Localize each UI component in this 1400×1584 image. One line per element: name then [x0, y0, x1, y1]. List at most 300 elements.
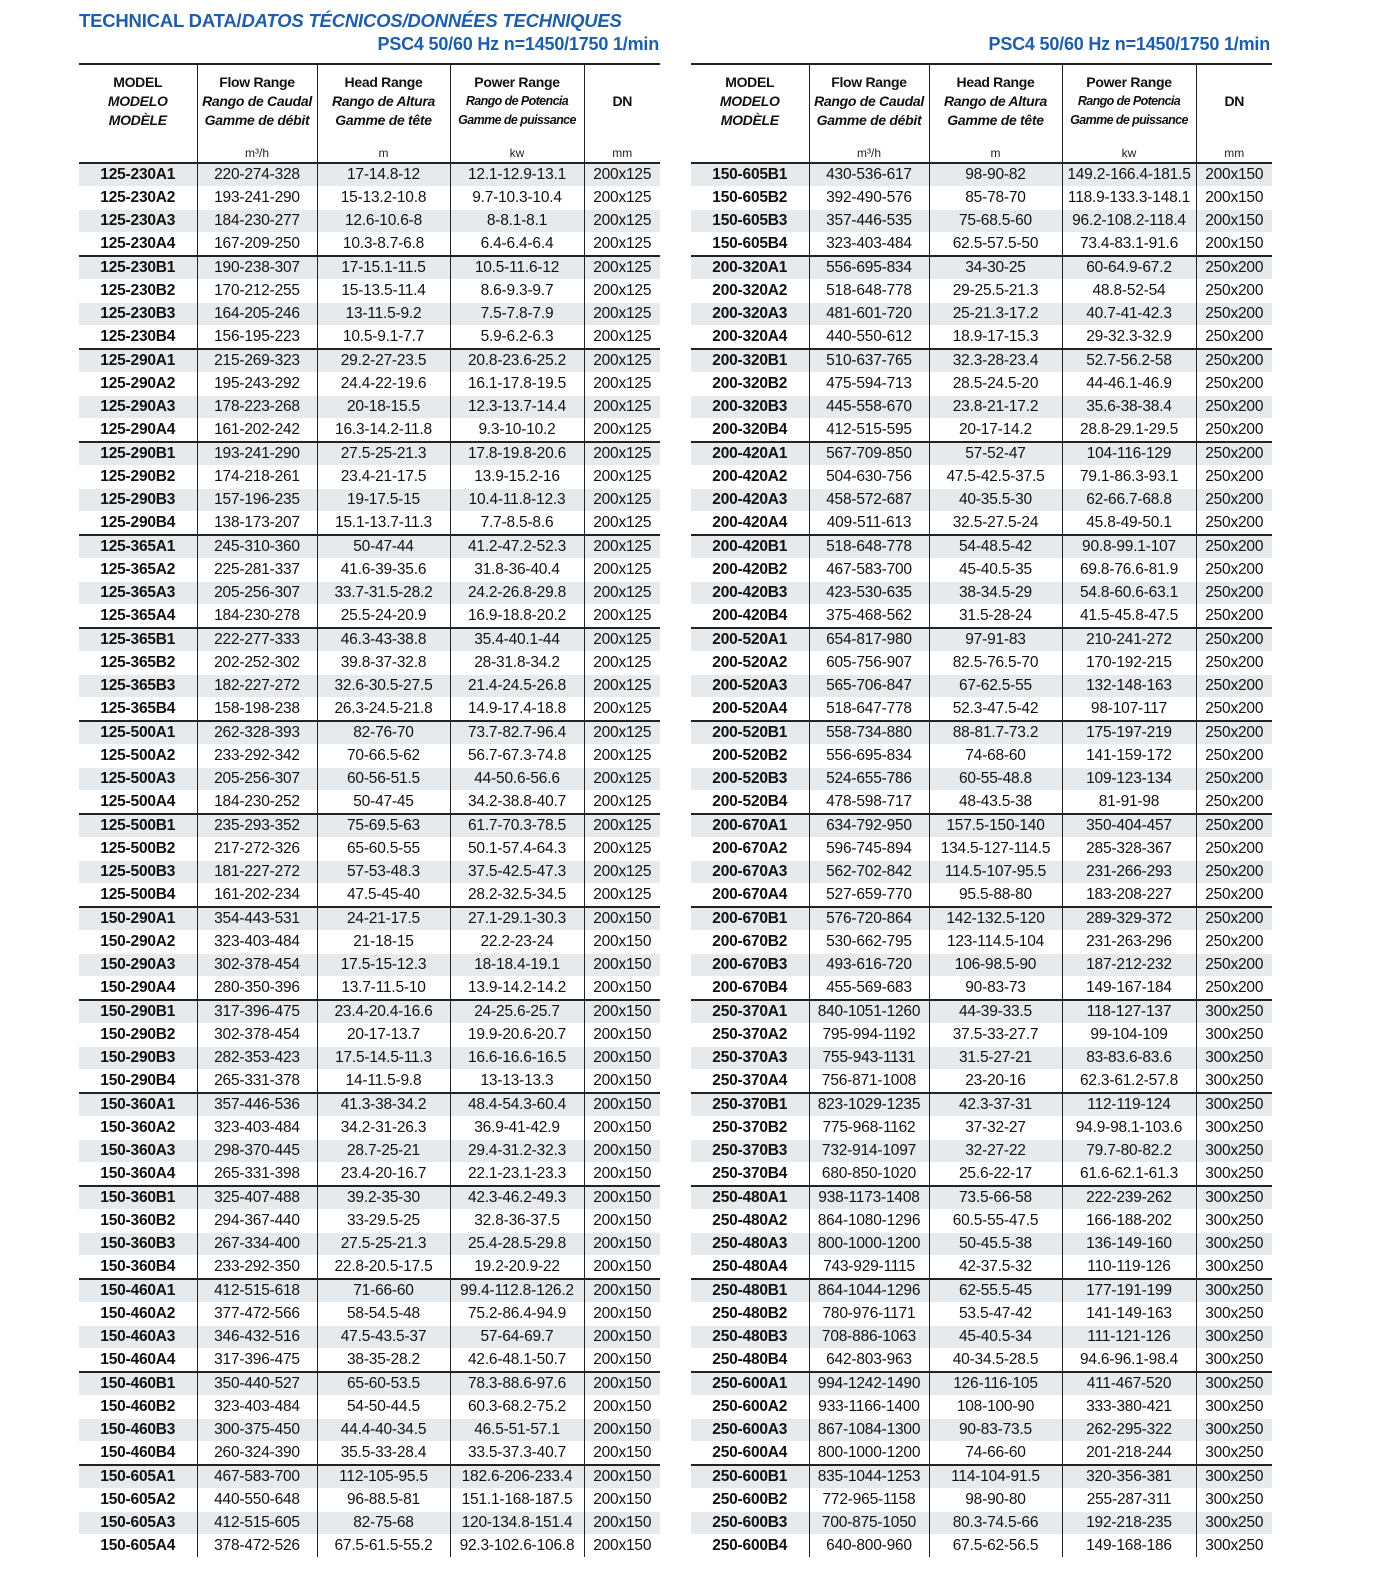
dn-cell: 200x125 [584, 163, 660, 187]
dn-cell: 300x250 [1196, 1000, 1272, 1024]
flow-cell: 440-550-648 [197, 1489, 317, 1512]
power-cell: 109-123-134 [1062, 768, 1196, 791]
model-cell: 150-360B1 [79, 1186, 197, 1210]
flow-cell: 867-1084-1300 [809, 1419, 929, 1442]
dn-cell: 200x125 [584, 489, 660, 512]
power-cell: 42.3-46.2-49.3 [450, 1186, 584, 1210]
flow-cell: 493-616-720 [809, 954, 929, 977]
head-cell: 142-132.5-120 [929, 907, 1062, 931]
flow-cell: 156-195-223 [197, 326, 317, 350]
head-cell: 114-104-91.5 [929, 1465, 1062, 1489]
power-cell: 19.9-20.6-20.7 [450, 1024, 584, 1047]
dn-cell: 200x125 [584, 210, 660, 233]
power-cell: 44-50.6-56.6 [450, 768, 584, 791]
power-cell: 411-467-520 [1062, 1372, 1196, 1396]
dn-cell: 300x250 [1196, 1117, 1272, 1140]
table-row [691, 1140, 1272, 1163]
dn-cell: 200x125 [584, 745, 660, 768]
dn-cell: 200x125 [584, 559, 660, 582]
power-cell: 16.6-16.6-16.5 [450, 1047, 584, 1070]
model-cell: 150-290B1 [79, 1000, 197, 1024]
power-cell: 28-31.8-34.2 [450, 652, 584, 675]
power-cell: 22.1-23.1-23.3 [450, 1163, 584, 1187]
table-row [79, 1256, 660, 1280]
flow-cell: 205-256-307 [197, 768, 317, 791]
model-cell: 150-290B3 [79, 1047, 197, 1070]
flow-cell: 475-594-713 [809, 373, 929, 396]
model-cell: 125-290A3 [79, 396, 197, 419]
dn-cell: 200x125 [584, 326, 660, 350]
table-row [79, 1210, 660, 1233]
flow-cell: 217-272-326 [197, 838, 317, 861]
head-cell: 60-55-48.8 [929, 768, 1062, 791]
table-row [691, 1210, 1272, 1233]
dn-cell: 250x200 [1196, 954, 1272, 977]
power-cell: 29-32.3-32.9 [1062, 326, 1196, 350]
table-row [79, 326, 660, 350]
head-cell: 97-91-83 [929, 628, 1062, 652]
power-cell: 132-148-163 [1062, 675, 1196, 698]
power-cell: 16.1-17.8-19.5 [450, 373, 584, 396]
power-cell: 141-159-172 [1062, 745, 1196, 768]
head-cell: 80.3-74.5-66 [929, 1512, 1062, 1535]
power-cell: 35.4-40.1-44 [450, 628, 584, 652]
flow-cell: 170-212-255 [197, 280, 317, 303]
flow-cell: 556-695-834 [809, 256, 929, 280]
flow-cell: 138-173-207 [197, 512, 317, 536]
head-cell: 67-62.5-55 [929, 675, 1062, 698]
model-cell: 125-500B1 [79, 814, 197, 838]
head-cell: 29-25.5-21.3 [929, 280, 1062, 303]
model-cell: 150-290B4 [79, 1070, 197, 1094]
unit-head: m [929, 131, 1062, 163]
flow-cell: 195-243-292 [197, 373, 317, 396]
dn-cell: 300x250 [1196, 1210, 1272, 1233]
model-cell: 200-520B3 [691, 768, 809, 791]
flow-cell: 323-403-484 [809, 233, 929, 257]
dn-cell: 200x150 [584, 1489, 660, 1512]
head-cell: 74-66-60 [929, 1442, 1062, 1466]
table-row [79, 163, 660, 187]
dn-cell: 300x250 [1196, 1419, 1272, 1442]
power-cell: 141-149-163 [1062, 1303, 1196, 1326]
head-cell: 114.5-107-95.5 [929, 861, 1062, 884]
power-cell: 9.3-10-10.2 [450, 419, 584, 443]
dn-cell: 200x125 [584, 675, 660, 698]
flow-cell: 576-720-864 [809, 907, 929, 931]
table-row [79, 721, 660, 745]
head-cell: 126-116-105 [929, 1372, 1062, 1396]
dn-cell: 200x150 [584, 1000, 660, 1024]
model-cell: 125-365B3 [79, 675, 197, 698]
table-row [79, 512, 660, 536]
dn-cell: 200x125 [584, 187, 660, 210]
flow-cell: 357-446-536 [197, 1093, 317, 1117]
power-cell: 29.4-31.2-32.3 [450, 1140, 584, 1163]
head-cell: 15-13.2-10.8 [317, 187, 450, 210]
head-cell: 98-90-82 [929, 163, 1062, 187]
head-cell: 37-32-27 [929, 1117, 1062, 1140]
power-cell: 22.2-23-24 [450, 931, 584, 954]
power-cell: 262-295-322 [1062, 1419, 1196, 1442]
table-row [691, 1186, 1272, 1210]
head-cell: 16.3-14.2-11.8 [317, 419, 450, 443]
model-cell: 200-670A1 [691, 814, 809, 838]
table-row [79, 954, 660, 977]
model-cell: 250-480A1 [691, 1186, 809, 1210]
model-cell: 150-290A4 [79, 977, 197, 1001]
flow-cell: 193-241-290 [197, 442, 317, 466]
dn-cell: 200x150 [584, 954, 660, 977]
table-row [691, 1024, 1272, 1047]
flow-cell: 938-1173-1408 [809, 1186, 929, 1210]
model-cell: 150-290A1 [79, 907, 197, 931]
model-cell: 125-500B3 [79, 861, 197, 884]
head-cell: 53.5-47-42 [929, 1303, 1062, 1326]
power-cell: 98-107-117 [1062, 698, 1196, 722]
head-cell: 28.7-25-21 [317, 1140, 450, 1163]
dn-cell: 250x200 [1196, 280, 1272, 303]
header-flow: Flow Range Rango de Caudal Gamme de débit [809, 64, 929, 131]
head-cell: 67.5-62-56.5 [929, 1535, 1062, 1558]
table-row [691, 907, 1272, 931]
dn-cell: 300x250 [1196, 1489, 1272, 1512]
flow-cell: 174-218-261 [197, 466, 317, 489]
dn-cell: 300x250 [1196, 1535, 1272, 1558]
head-cell: 82.5-76.5-70 [929, 652, 1062, 675]
flow-cell: 755-943-1131 [809, 1047, 929, 1070]
model-cell: 200-420A3 [691, 489, 809, 512]
table-row [79, 1140, 660, 1163]
flow-cell: 772-965-1158 [809, 1489, 929, 1512]
table-row [79, 1093, 660, 1117]
flow-cell: 205-256-307 [197, 582, 317, 605]
power-cell: 44-46.1-46.9 [1062, 373, 1196, 396]
flow-cell: 800-1000-1200 [809, 1442, 929, 1466]
head-cell: 31.5-28-24 [929, 605, 1062, 629]
head-cell: 52.3-47.5-42 [929, 698, 1062, 722]
dn-cell: 200x125 [584, 280, 660, 303]
table-row [691, 1442, 1272, 1466]
flow-cell: 323-403-484 [197, 1396, 317, 1419]
flow-cell: 233-292-350 [197, 1256, 317, 1280]
model-cell: 200-670A3 [691, 861, 809, 884]
table-row [691, 652, 1272, 675]
dn-cell: 300x250 [1196, 1442, 1272, 1466]
flow-cell: 225-281-337 [197, 559, 317, 582]
model-cell: 200-520B1 [691, 721, 809, 745]
head-cell: 41.3-38-34.2 [317, 1093, 450, 1117]
power-cell: 52.7-56.2-58 [1062, 349, 1196, 373]
dn-cell: 250x200 [1196, 745, 1272, 768]
flow-cell: 357-446-535 [809, 210, 929, 233]
head-cell: 21-18-15 [317, 931, 450, 954]
table-row [79, 1349, 660, 1373]
head-cell: 88-81.7-73.2 [929, 721, 1062, 745]
dn-cell: 300x250 [1196, 1349, 1272, 1373]
dn-cell: 250x200 [1196, 373, 1272, 396]
dn-cell: 250x200 [1196, 442, 1272, 466]
head-cell: 75-68.5-60 [929, 210, 1062, 233]
flow-cell: 235-293-352 [197, 814, 317, 838]
dn-cell: 200x150 [584, 1442, 660, 1466]
flow-cell: 178-223-268 [197, 396, 317, 419]
header-model: MODEL MODELO MODÈLE [719, 73, 780, 128]
model-cell: 150-360A4 [79, 1163, 197, 1187]
power-cell: 118.9-133.3-148.1 [1062, 187, 1196, 210]
head-cell: 38-35-28.2 [317, 1349, 450, 1373]
power-cell: 13-13-13.3 [450, 1070, 584, 1094]
power-cell: 21.4-24.5-26.8 [450, 675, 584, 698]
head-cell: 20-18-15.5 [317, 396, 450, 419]
model-cell: 150-460A3 [79, 1326, 197, 1349]
unit-model [79, 131, 197, 163]
power-cell: 48.8-52-54 [1062, 280, 1196, 303]
power-cell: 187-212-232 [1062, 954, 1196, 977]
head-cell: 39.2-35-30 [317, 1186, 450, 1210]
flow-cell: 158-198-238 [197, 698, 317, 722]
dn-cell: 300x250 [1196, 1163, 1272, 1187]
head-cell: 15-13.5-11.4 [317, 280, 450, 303]
model-cell: 200-420B3 [691, 582, 809, 605]
model-cell: 125-365A1 [79, 535, 197, 559]
table-row [79, 1000, 660, 1024]
table-row [691, 535, 1272, 559]
dn-cell: 200x125 [584, 582, 660, 605]
power-cell: 60.3-68.2-75.2 [450, 1396, 584, 1419]
power-cell: 27.1-29.1-30.3 [450, 907, 584, 931]
units-row [691, 131, 1272, 163]
dn-cell: 250x200 [1196, 698, 1272, 722]
power-cell: 24.2-26.8-29.8 [450, 582, 584, 605]
model-cell: 250-600B1 [691, 1465, 809, 1489]
flow-cell: 161-202-234 [197, 884, 317, 908]
table-row [79, 907, 660, 931]
power-cell: 81-91-98 [1062, 791, 1196, 815]
head-cell: 58-54.5-48 [317, 1303, 450, 1326]
head-cell: 90-83-73 [929, 977, 1062, 1001]
dn-cell: 200x125 [584, 419, 660, 443]
table-row [79, 187, 660, 210]
model-cell: 250-480A2 [691, 1210, 809, 1233]
model-cell: 125-230B3 [79, 303, 197, 326]
model-cell: 200-320B2 [691, 373, 809, 396]
flow-cell: 933-1166-1400 [809, 1396, 929, 1419]
model-cell: 150-460B1 [79, 1372, 197, 1396]
model-cell: 200-520A1 [691, 628, 809, 652]
dn-cell: 200x125 [584, 838, 660, 861]
table-row [691, 1163, 1272, 1187]
dn-cell: 200x150 [584, 1326, 660, 1349]
dn-cell: 200x125 [584, 605, 660, 629]
title-en: TECHNICAL DATA/ [79, 10, 242, 31]
dn-cell: 250x200 [1196, 861, 1272, 884]
head-cell: 85-78-70 [929, 187, 1062, 210]
dn-cell: 200x150 [1196, 163, 1272, 187]
flow-cell: 530-662-795 [809, 931, 929, 954]
table-row [691, 675, 1272, 698]
head-cell: 13-11.5-9.2 [317, 303, 450, 326]
table-row [691, 931, 1272, 954]
power-cell: 231-263-296 [1062, 931, 1196, 954]
flow-cell: 317-396-475 [197, 1349, 317, 1373]
dn-cell: 200x125 [584, 303, 660, 326]
table-row [691, 396, 1272, 419]
power-cell: 94.9-98.1-103.6 [1062, 1117, 1196, 1140]
power-cell: 37.5-42.5-47.3 [450, 861, 584, 884]
dn-cell: 200x150 [584, 907, 660, 931]
head-cell: 25.6-22-17 [929, 1163, 1062, 1187]
power-cell: 96.2-108.2-118.4 [1062, 210, 1196, 233]
dn-cell: 250x200 [1196, 721, 1272, 745]
flow-cell: 323-403-484 [197, 931, 317, 954]
dn-cell: 200x125 [584, 861, 660, 884]
model-cell: 150-605B1 [691, 163, 809, 187]
flow-cell: 184-230-277 [197, 210, 317, 233]
model-cell: 250-370A2 [691, 1024, 809, 1047]
dn-cell: 300x250 [1196, 1256, 1272, 1280]
dn-cell: 200x150 [584, 1186, 660, 1210]
head-cell: 23.4-21-17.5 [317, 466, 450, 489]
head-cell: 54-50-44.5 [317, 1396, 450, 1419]
model-cell: 250-370B3 [691, 1140, 809, 1163]
flow-cell: 756-871-1008 [809, 1070, 929, 1094]
model-cell: 125-230A1 [79, 163, 197, 187]
head-cell: 62-55.5-45 [929, 1279, 1062, 1303]
flow-cell: 317-396-475 [197, 1000, 317, 1024]
header-dn: DN [1196, 64, 1272, 131]
model-cell: 250-600B2 [691, 1489, 809, 1512]
flow-cell: 565-706-847 [809, 675, 929, 698]
dn-cell: 250x200 [1196, 884, 1272, 908]
flow-cell: 478-598-717 [809, 791, 929, 815]
table-row [79, 535, 660, 559]
flow-cell: 524-655-786 [809, 768, 929, 791]
table-row [691, 1326, 1272, 1349]
flow-cell: 280-350-396 [197, 977, 317, 1001]
head-cell: 32.5-27.5-24 [929, 512, 1062, 536]
power-cell: 111-121-126 [1062, 1326, 1196, 1349]
model-cell: 200-320A4 [691, 326, 809, 350]
table-row [79, 768, 660, 791]
dn-cell: 300x250 [1196, 1070, 1272, 1094]
dn-cell: 250x200 [1196, 652, 1272, 675]
power-cell: 18-18.4-19.1 [450, 954, 584, 977]
dn-cell: 250x200 [1196, 419, 1272, 443]
dn-cell: 200x150 [584, 1163, 660, 1187]
power-cell: 201-218-244 [1062, 1442, 1196, 1466]
power-cell: 99.4-112.8-126.2 [450, 1279, 584, 1303]
power-cell: 231-266-293 [1062, 861, 1196, 884]
table-row [691, 768, 1272, 791]
flow-cell: 392-490-576 [809, 187, 929, 210]
model-cell: 250-480B3 [691, 1326, 809, 1349]
head-cell: 57-52-47 [929, 442, 1062, 466]
table-row [79, 1489, 660, 1512]
power-cell: 8.6-9.3-9.7 [450, 280, 584, 303]
flow-cell: 412-515-618 [197, 1279, 317, 1303]
dn-cell: 200x125 [584, 884, 660, 908]
flow-cell: 795-994-1192 [809, 1024, 929, 1047]
table-row [691, 1465, 1272, 1489]
power-cell: 16.9-18.8-20.2 [450, 605, 584, 629]
head-cell: 157.5-150-140 [929, 814, 1062, 838]
power-cell: 42.6-48.1-50.7 [450, 1349, 584, 1373]
table-row [691, 210, 1272, 233]
table-row [79, 280, 660, 303]
table-row [79, 1512, 660, 1535]
flow-cell: 260-324-390 [197, 1442, 317, 1466]
header-model: MODEL MODELO MODÈLE [107, 73, 168, 128]
power-cell: 40.7-41-42.3 [1062, 303, 1196, 326]
power-cell: 79.1-86.3-93.1 [1062, 466, 1196, 489]
flow-cell: 556-695-834 [809, 745, 929, 768]
table-row [691, 977, 1272, 1001]
head-cell: 48-43.5-38 [929, 791, 1062, 815]
head-cell: 75-69.5-63 [317, 814, 450, 838]
head-cell: 67.5-61.5-55.2 [317, 1535, 450, 1558]
table-row [691, 1303, 1272, 1326]
head-cell: 25.5-24-20.9 [317, 605, 450, 629]
head-cell: 17.5-14.5-11.3 [317, 1047, 450, 1070]
dn-cell: 200x125 [584, 652, 660, 675]
dn-cell: 250x200 [1196, 489, 1272, 512]
flow-cell: 412-515-605 [197, 1512, 317, 1535]
power-cell: 28.2-32.5-34.5 [450, 884, 584, 908]
table-row [79, 1163, 660, 1187]
head-cell: 14-11.5-9.8 [317, 1070, 450, 1094]
dn-cell: 200x125 [584, 466, 660, 489]
table-row [691, 814, 1272, 838]
dn-cell: 250x200 [1196, 582, 1272, 605]
power-cell: 32.8-36-37.5 [450, 1210, 584, 1233]
dn-cell: 300x250 [1196, 1093, 1272, 1117]
flow-cell: 378-472-526 [197, 1535, 317, 1558]
model-cell: 125-230B4 [79, 326, 197, 350]
table-row [691, 721, 1272, 745]
table-row [691, 559, 1272, 582]
head-cell: 108-100-90 [929, 1396, 1062, 1419]
model-cell: 150-360A2 [79, 1117, 197, 1140]
model-cell: 250-480A3 [691, 1233, 809, 1256]
power-cell: 320-356-381 [1062, 1465, 1196, 1489]
head-cell: 47.5-42.5-37.5 [929, 466, 1062, 489]
power-cell: 13.9-15.2-16 [450, 466, 584, 489]
head-cell: 73.5-66-58 [929, 1186, 1062, 1210]
flow-cell: 182-227-272 [197, 675, 317, 698]
dn-cell: 200x150 [584, 1024, 660, 1047]
table-row [79, 814, 660, 838]
flow-cell: 700-875-1050 [809, 1512, 929, 1535]
dn-cell: 250x200 [1196, 605, 1272, 629]
power-cell: 192-218-235 [1062, 1512, 1196, 1535]
power-cell: 61.7-70.3-78.5 [450, 814, 584, 838]
head-cell: 112-105-95.5 [317, 1465, 450, 1489]
power-cell: 110-119-126 [1062, 1256, 1196, 1280]
table-row [79, 652, 660, 675]
model-cell: 125-365B1 [79, 628, 197, 652]
table-row [691, 1512, 1272, 1535]
head-cell: 32.3-28-23.4 [929, 349, 1062, 373]
model-cell: 200-420B1 [691, 535, 809, 559]
model-cell: 125-290B1 [79, 442, 197, 466]
dn-cell: 200x150 [584, 1233, 660, 1256]
flow-cell: 190-238-307 [197, 256, 317, 280]
flow-cell: 298-370-445 [197, 1140, 317, 1163]
table-row [79, 373, 660, 396]
model-cell: 125-290B2 [79, 466, 197, 489]
table-row [691, 442, 1272, 466]
